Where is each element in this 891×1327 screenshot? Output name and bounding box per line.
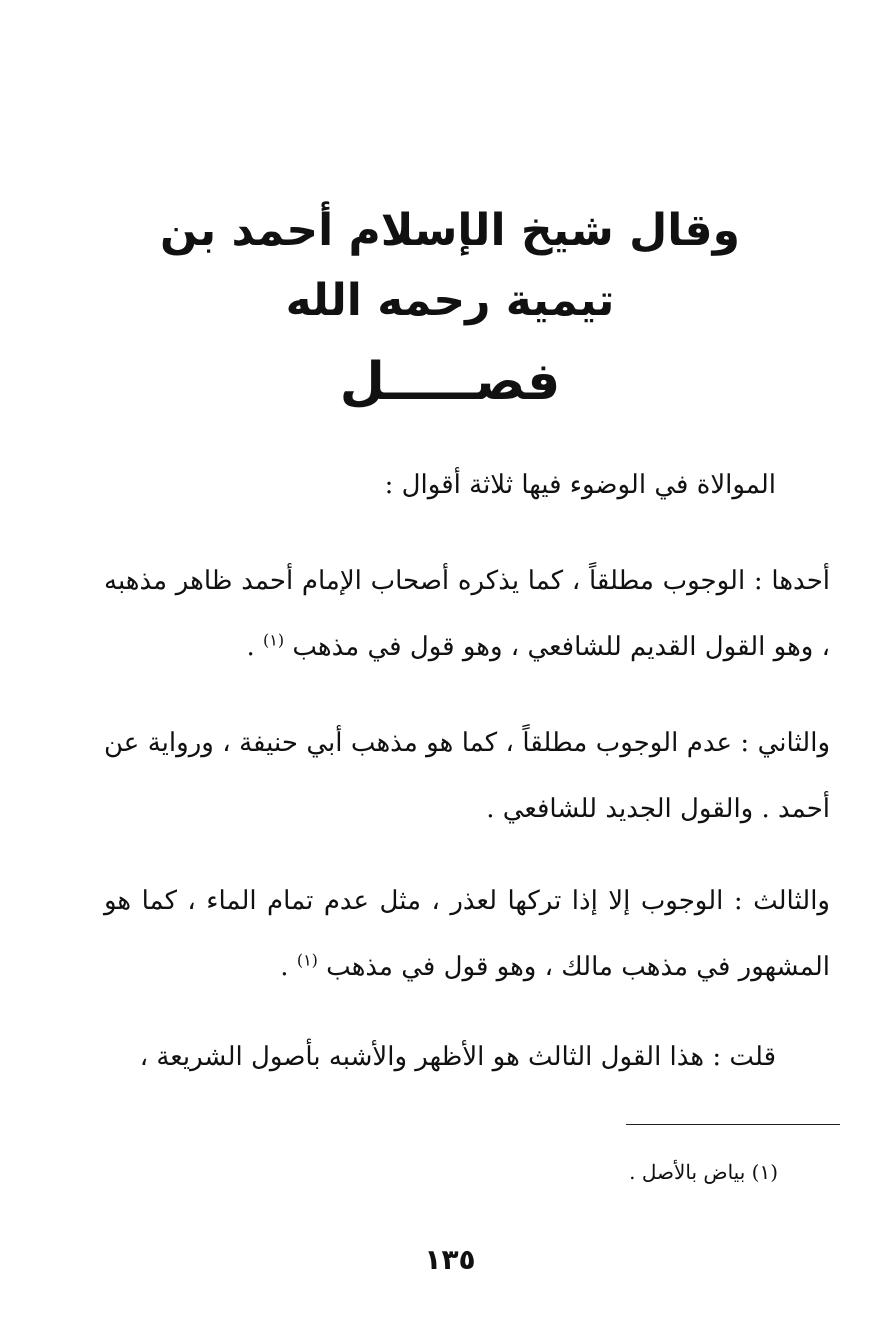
paragraph-third-opinion — [104, 868, 830, 1000]
paragraph-end-mark: . — [246, 632, 255, 662]
section-title: فصـــــل — [339, 352, 561, 412]
footnote-divider — [626, 1124, 840, 1125]
paragraph-intro — [104, 452, 776, 518]
page-heading: وقال شيخ الإسلام أحمد بن تيمية رحمه الله — [160, 205, 740, 326]
paragraph-first-text: أحدها : الوجوب مطلقاً ، كما يذكره أصحاب الإمام أحمد ظاهر مذهبه ، وهو القول القديم للشافعي ، وهو قول في مذهب — [104, 566, 830, 662]
footnote-marker: (١) — [296, 950, 318, 970]
paragraph-first-opinion — [104, 548, 830, 680]
paragraph-second-text: والثاني : عدم الوجوب مطلقاً ، كما هو مذهب أبي حنيفة ، ورواية عن أحمد . والقول الجديد للشافعي . — [104, 728, 830, 824]
paragraph-third-text: والثالث : الوجوب إلا إذا تركها لعذر ، مثل عدم تمام الماء ، كما هو المشهور في مذهب مالك ، وهو قول في مذهب — [104, 886, 830, 982]
paragraph-author-note — [104, 1024, 776, 1090]
paragraph-intro-text: الموالاة في الوضوء فيها ثلاثة أقوال : — [384, 470, 776, 500]
footnote: (١) بياض بالأصل . — [629, 1160, 778, 1184]
paragraph-end-mark: . — [280, 952, 289, 982]
footnote-marker: (١) — [263, 630, 285, 650]
page-number: ١٣٥ — [424, 1243, 476, 1276]
paragraph-fourth-text: قلت : هذا القول الثالث هو الأظهر والأشبه بأصول الشريعة ، — [139, 1042, 776, 1072]
paragraph-second-opinion — [104, 710, 830, 842]
